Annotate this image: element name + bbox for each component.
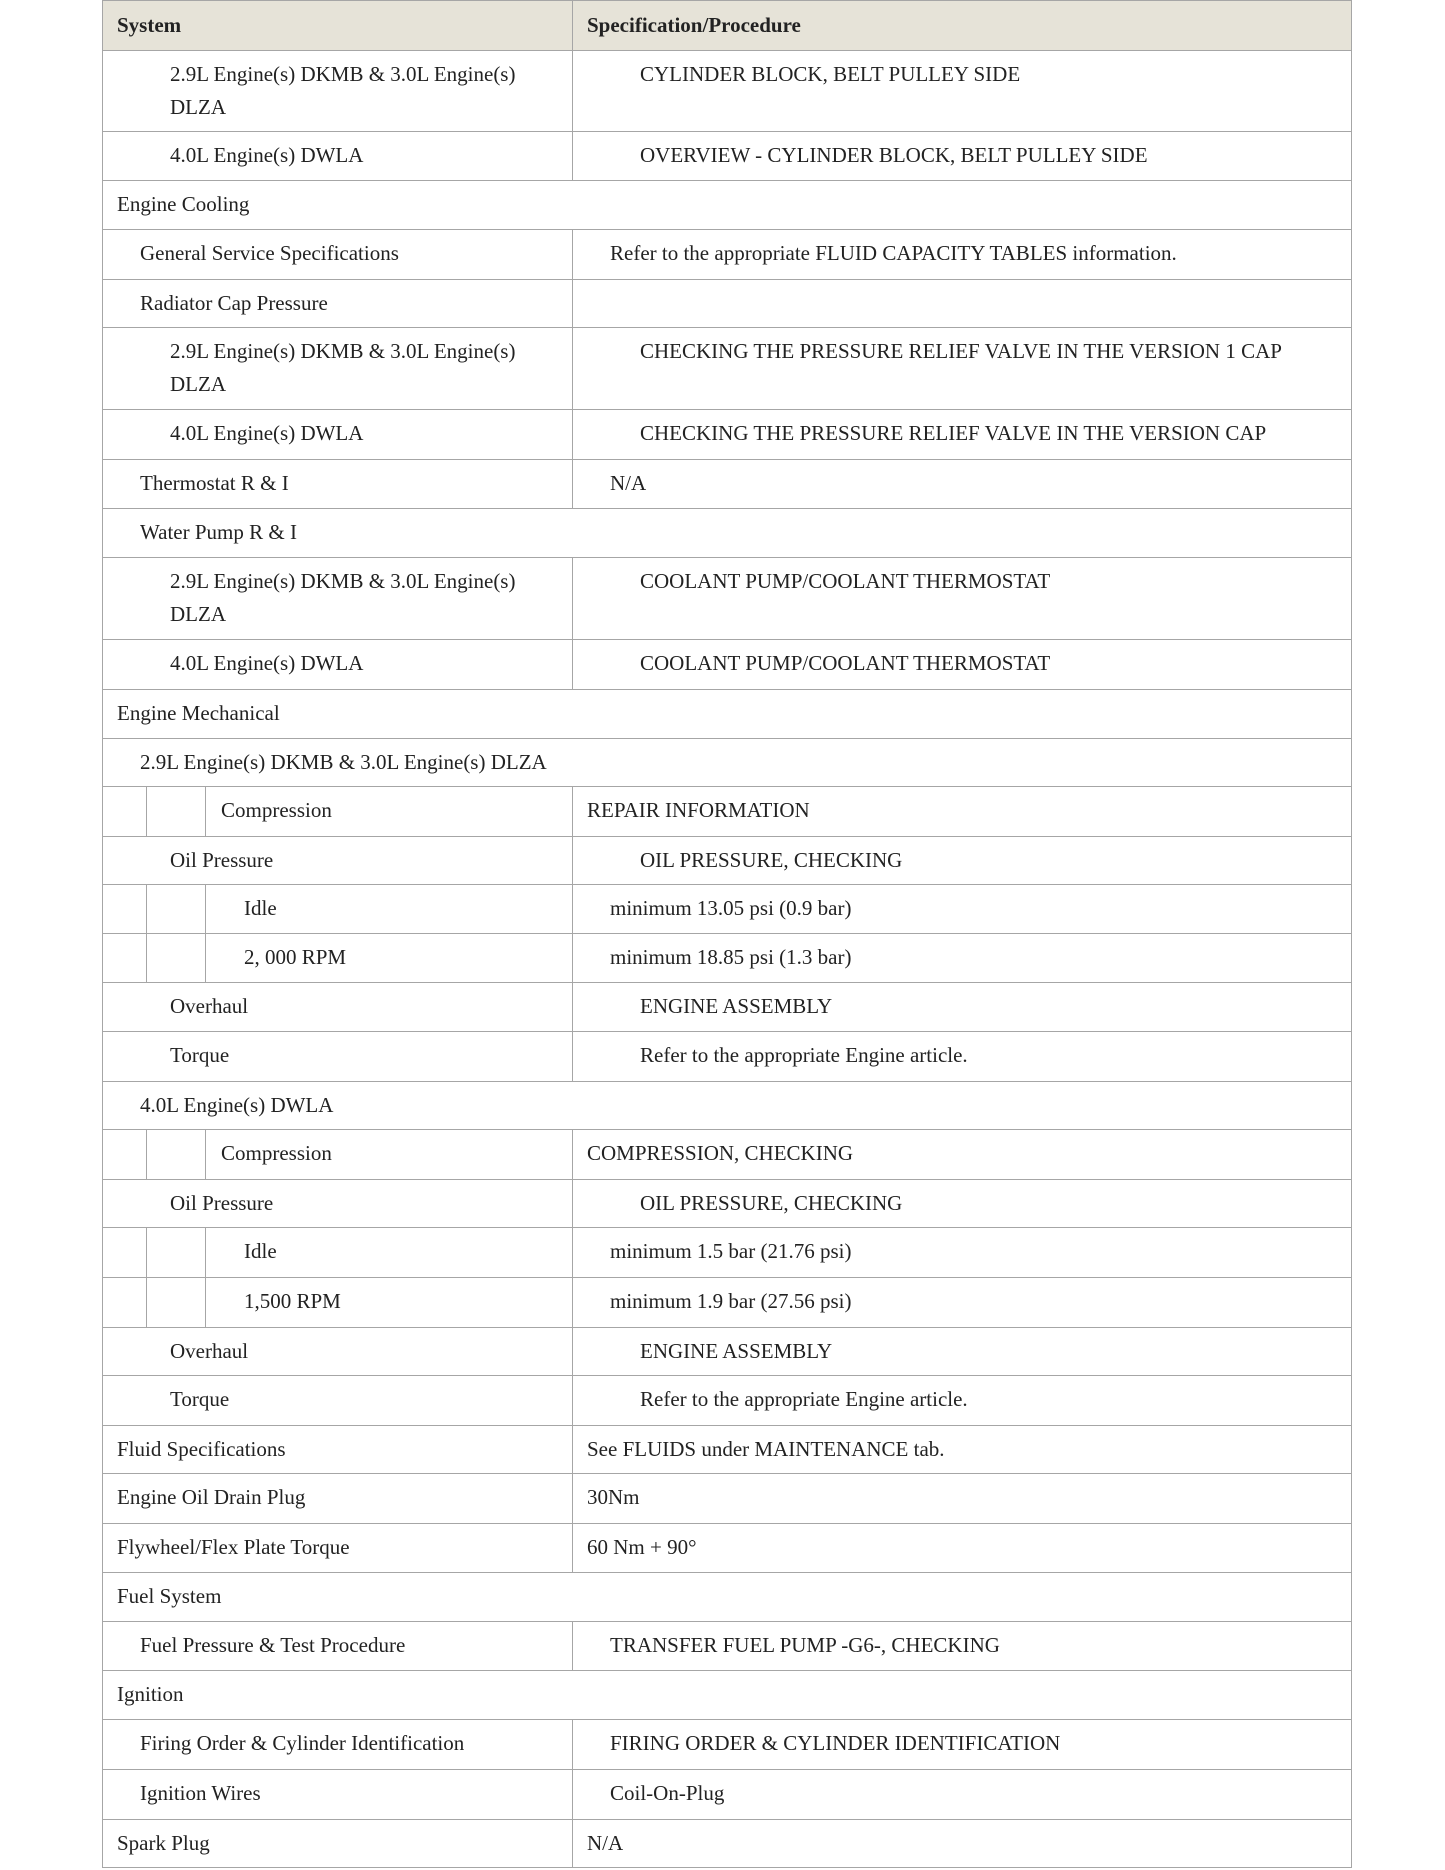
- system-label: Ignition Wires: [140, 1781, 261, 1805]
- spec-cell: [572, 1474, 1351, 1523]
- spec-value: OIL PRESSURE, CHECKING: [640, 848, 903, 872]
- table-row: [102, 1082, 1352, 1130]
- table-body: [102, 51, 1352, 1868]
- spec-cell: [572, 230, 1351, 279]
- system-label: Torque: [170, 1387, 230, 1411]
- system-label: 2, 000 RPM: [244, 945, 347, 969]
- system-cell: [103, 983, 572, 1031]
- system-label: Oil Pressure: [170, 848, 274, 872]
- system-label: Compression: [221, 798, 332, 822]
- system-cell: [103, 1770, 572, 1819]
- system-label: Fluid Specifications: [117, 1437, 286, 1461]
- system-label: 4.0L Engine(s) DWLA: [170, 143, 364, 167]
- spec-cell: [572, 132, 1351, 180]
- table-row: [102, 280, 1352, 328]
- table-row: [102, 1130, 1352, 1180]
- system-cell: [103, 1820, 572, 1867]
- spec-cell: [572, 934, 1351, 982]
- spec-value: TRANSFER FUEL PUMP -G6-, CHECKING: [610, 1633, 1000, 1657]
- spec-cell: [572, 1032, 1351, 1081]
- system-cell: [103, 787, 572, 836]
- section-label: 2.9L Engine(s) DKMB & 3.0L Engine(s) DLZA: [140, 750, 547, 774]
- spec-cell: [572, 1228, 1351, 1277]
- table-row: [102, 1180, 1352, 1228]
- system-cell: [103, 837, 572, 884]
- table-row: [102, 1720, 1352, 1770]
- table-row: [102, 1524, 1352, 1573]
- spec-value: OVERVIEW - CYLINDER BLOCK, BELT PULLEY SIDE: [640, 143, 1148, 167]
- spec-cell: [572, 328, 1351, 409]
- table-row: [102, 1426, 1352, 1474]
- spec-value: COMPRESSION, CHECKING: [587, 1141, 854, 1165]
- table-row: [102, 934, 1352, 983]
- system-cell: [103, 1426, 572, 1473]
- system-cell: [103, 934, 572, 982]
- spec-value: OIL PRESSURE, CHECKING: [640, 1191, 903, 1215]
- system-cell: [103, 640, 572, 689]
- spec-value: Refer to the appropriate Engine article.: [640, 1043, 968, 1067]
- indent-divider: [205, 1278, 206, 1327]
- system-label: 4.0L Engine(s) DWLA: [170, 421, 364, 445]
- spec-cell: [572, 280, 1351, 327]
- table-row: [102, 132, 1352, 181]
- spec-cell: [572, 787, 1351, 836]
- system-cell: [103, 51, 572, 131]
- system-label: 2.9L Engine(s) DKMB & 3.0L Engine(s) DLZA: [170, 339, 516, 396]
- indent-divider: [205, 885, 206, 933]
- spec-cell: [572, 1180, 1351, 1227]
- table-row: [102, 739, 1352, 787]
- system-cell: [103, 230, 572, 279]
- table-row: [102, 1622, 1352, 1671]
- spec-value: Refer to the appropriate Engine article.: [640, 1387, 968, 1411]
- table-row: [102, 1671, 1352, 1720]
- table-row: [102, 1474, 1352, 1524]
- indent-divider: [146, 885, 147, 933]
- spec-cell: [572, 1622, 1351, 1670]
- table-row: [102, 51, 1352, 132]
- spec-cell: [572, 1328, 1351, 1375]
- spec-cell: [572, 1720, 1351, 1769]
- system-cell: [103, 132, 572, 180]
- spec-value: COOLANT PUMP/COOLANT THERMOSTAT: [640, 651, 1051, 675]
- spec-value: minimum 1.5 bar (21.76 psi): [610, 1239, 852, 1263]
- system-label: 1,500 RPM: [244, 1289, 341, 1313]
- table-row: [102, 690, 1352, 739]
- table-row: [102, 410, 1352, 460]
- table-row: [102, 1770, 1352, 1820]
- indent-divider: [146, 787, 147, 836]
- table-row: [102, 1328, 1352, 1376]
- spec-value: 60 Nm + 90°: [587, 1535, 697, 1559]
- indent-divider: [146, 934, 147, 982]
- indent-divider: [146, 1228, 147, 1277]
- system-cell: [103, 1130, 572, 1179]
- table-row: [102, 983, 1352, 1032]
- system-cell: [103, 1228, 572, 1277]
- table-row: [102, 181, 1352, 230]
- table-row: [102, 328, 1352, 410]
- spec-cell: [572, 410, 1351, 459]
- spec-value: minimum 18.85 psi (1.3 bar): [610, 945, 852, 969]
- spec-value: ENGINE ASSEMBLY: [640, 1339, 833, 1363]
- system-cell: [103, 1524, 572, 1572]
- system-label: Idle: [244, 896, 277, 920]
- indent-divider: [146, 1278, 147, 1327]
- system-cell: [103, 1622, 572, 1670]
- system-cell: [103, 328, 572, 409]
- spec-cell: [572, 1426, 1351, 1473]
- spec-value: Coil-On-Plug: [610, 1781, 725, 1805]
- table-header: [102, 0, 1352, 51]
- spec-value: COOLANT PUMP/COOLANT THERMOSTAT: [640, 569, 1051, 593]
- section-label: Fuel System: [117, 1584, 222, 1608]
- indent-divider: [205, 1130, 206, 1179]
- spec-value: N/A: [587, 1831, 624, 1855]
- system-label: 2.9L Engine(s) DKMB & 3.0L Engine(s) DLZA: [170, 62, 516, 119]
- spec-value: Refer to the appropriate FLUID CAPACITY TABLES information.: [610, 241, 1177, 265]
- system-cell: [103, 1474, 572, 1523]
- spec-value: REPAIR INFORMATION: [587, 798, 810, 822]
- system-label: Thermostat R & I: [140, 471, 289, 495]
- spec-cell: [572, 460, 1351, 508]
- table-row: [102, 837, 1352, 885]
- section-label: 4.0L Engine(s) DWLA: [140, 1093, 334, 1117]
- system-cell: [103, 1720, 572, 1769]
- table-row: [102, 509, 1352, 558]
- spec-value: CYLINDER BLOCK, BELT PULLEY SIDE: [640, 62, 1021, 86]
- system-label: Torque: [170, 1043, 230, 1067]
- spec-value: See FLUIDS under MAINTENANCE tab.: [587, 1437, 945, 1461]
- system-label: Compression: [221, 1141, 332, 1165]
- spec-cell: [572, 1130, 1351, 1179]
- system-label: General Service Specifications: [140, 241, 399, 265]
- system-cell: [103, 1376, 572, 1425]
- system-cell: [103, 885, 572, 933]
- spec-cell: [572, 1278, 1351, 1327]
- spec-cell: [572, 1770, 1351, 1819]
- system-label: Engine Oil Drain Plug: [117, 1485, 306, 1509]
- table-row: [102, 558, 1352, 640]
- system-label: Radiator Cap Pressure: [140, 291, 328, 315]
- spec-cell: [572, 885, 1351, 933]
- spec-value: 30Nm: [587, 1485, 640, 1509]
- indent-divider: [146, 1130, 147, 1179]
- section-label: Water Pump R & I: [140, 520, 297, 544]
- spec-value: N/A: [610, 471, 647, 495]
- header-spec: Specification/Procedure: [572, 1, 1351, 50]
- system-cell: [103, 410, 572, 459]
- system-cell: [103, 460, 572, 508]
- spec-cell: [572, 1820, 1351, 1867]
- spec-cell: [572, 1524, 1351, 1572]
- spec-value: FIRING ORDER & CYLINDER IDENTIFICATION: [610, 1731, 1061, 1755]
- table-row: [102, 787, 1352, 837]
- table-row: [102, 1376, 1352, 1426]
- system-label: Flywheel/Flex Plate Torque: [117, 1535, 350, 1559]
- table-row: [102, 1573, 1352, 1622]
- system-label: Overhaul: [170, 1339, 249, 1363]
- spec-cell: [572, 837, 1351, 884]
- section-label: Engine Mechanical: [117, 701, 280, 725]
- table-row: [102, 1820, 1352, 1868]
- section-label: Ignition: [117, 1682, 184, 1706]
- table-row: [102, 230, 1352, 280]
- spec-table: [102, 0, 1352, 1868]
- system-label: Oil Pressure: [170, 1191, 274, 1215]
- indent-divider: [205, 934, 206, 982]
- table-row: [102, 1228, 1352, 1278]
- spec-value: ENGINE ASSEMBLY: [640, 994, 833, 1018]
- spec-cell: [572, 558, 1351, 639]
- spec-value: CHECKING THE PRESSURE RELIEF VALVE IN THE VERSION 1 CAP: [640, 339, 1282, 363]
- spec-value: CHECKING THE PRESSURE RELIEF VALVE IN THE VERSION CAP: [640, 421, 1267, 445]
- system-cell: [103, 558, 572, 639]
- spec-cell: [572, 1376, 1351, 1425]
- indent-divider: [205, 787, 206, 836]
- system-label: Firing Order & Cylinder Identification: [140, 1731, 465, 1755]
- spec-cell: [572, 51, 1351, 131]
- system-cell: [103, 1328, 572, 1375]
- table-row: [102, 885, 1352, 934]
- indent-divider: [205, 1228, 206, 1277]
- system-label: 4.0L Engine(s) DWLA: [170, 651, 364, 675]
- system-label: Spark Plug: [117, 1831, 210, 1855]
- system-label: Overhaul: [170, 994, 249, 1018]
- table-row: [102, 1278, 1352, 1328]
- table-row: [102, 460, 1352, 509]
- system-cell: [103, 1032, 572, 1081]
- system-cell: [103, 280, 572, 327]
- system-label: Fuel Pressure & Test Procedure: [140, 1633, 406, 1657]
- system-label: Idle: [244, 1239, 277, 1263]
- spec-cell: [572, 640, 1351, 689]
- table-row: [102, 1032, 1352, 1082]
- spec-cell: [572, 983, 1351, 1031]
- table-row: [102, 640, 1352, 690]
- section-label: Engine Cooling: [117, 192, 250, 216]
- system-cell: [103, 1180, 572, 1227]
- header-system: System: [117, 13, 182, 37]
- system-cell: [103, 1278, 572, 1327]
- system-label: 2.9L Engine(s) DKMB & 3.0L Engine(s) DLZA: [170, 569, 516, 626]
- spec-value: minimum 13.05 psi (0.9 bar): [610, 896, 852, 920]
- spec-value: minimum 1.9 bar (27.56 psi): [610, 1289, 852, 1313]
